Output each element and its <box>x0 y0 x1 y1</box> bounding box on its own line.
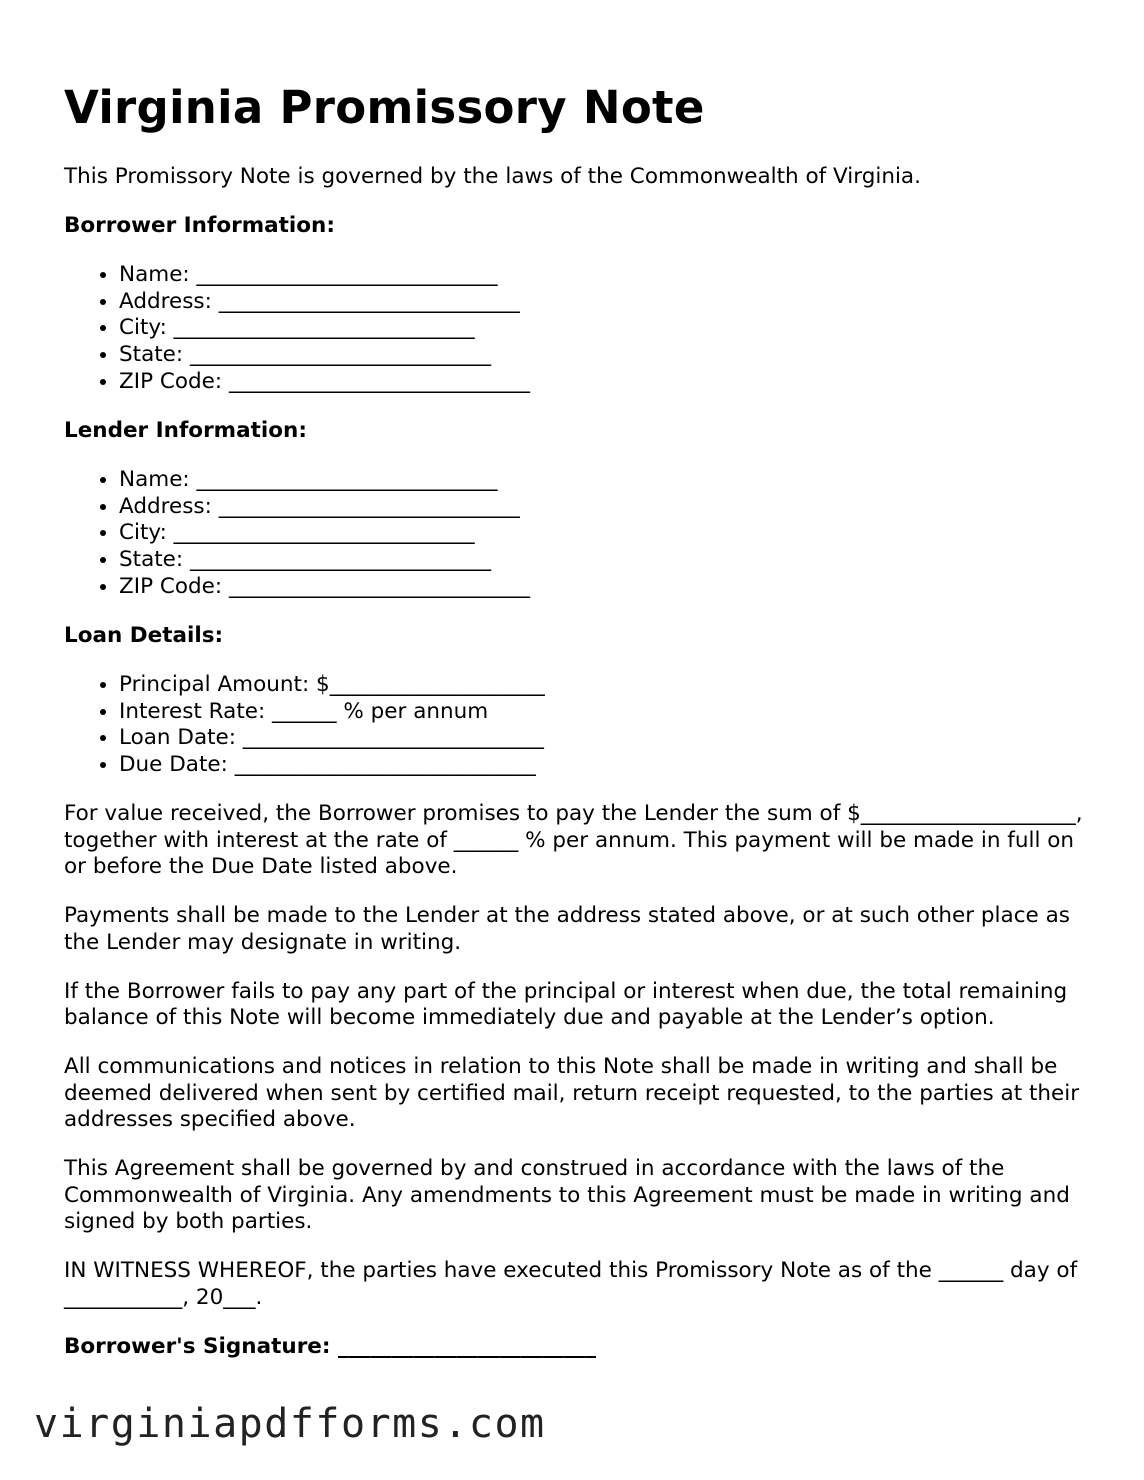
lender-address-field: • Address: ____________________________ <box>119 494 1094 521</box>
lender-state-field: • State: ____________________________ <box>119 547 1094 574</box>
borrower-city-field: • City: ____________________________ <box>119 315 1094 342</box>
loan-heading: Loan Details: <box>64 623 224 649</box>
principal-amount-field: • Principal Amount: $____________________ <box>119 672 1094 699</box>
borrower-heading: Borrower Information: <box>64 213 335 238</box>
document-page <box>64 80 1094 1360</box>
loan-fields-list <box>64 672 1094 779</box>
interest-rate-field: • Interest Rate: ______ % per annum <box>119 699 1094 726</box>
lender-heading: Lender Information: <box>64 418 307 444</box>
lender-zip-field: • ZIP Code: ____________________________ <box>119 574 1094 601</box>
lender-fields-list <box>64 467 1094 601</box>
lender-city-field: • City: ____________________________ <box>119 520 1094 547</box>
payment-terms-paragraph: For value received, the Borrower promises to pay the Lender the sum of $____________________, together with interest at the rate of ______ % per annum. This payment will be made in full on or before the Due Date listed above. <box>64 801 1083 880</box>
lender-name-field: • Name: ____________________________ <box>119 467 1094 494</box>
payment-place-paragraph: Payments shall be made to the Lender at the address stated above, or at such other place as the Lender may designate in writing. <box>64 903 1070 955</box>
intro-paragraph: This Promissory Note is governed by the laws of the Commonwealth of Virginia. <box>64 164 921 189</box>
borrower-address-field: • Address: ____________________________ <box>119 289 1094 316</box>
site-watermark: virginiapdfforms.com <box>34 1401 546 1447</box>
due-date-field: • Due Date: ____________________________ <box>119 752 1094 779</box>
default-paragraph: If the Borrower fails to pay any part of the principal or interest when due, the total remaining balance of this Note will become immediately due and payable at the Lender’s option. <box>64 978 1068 1031</box>
borrower-fields-list <box>64 262 1094 396</box>
borrower-signature-line: Borrower's Signature: ________________________ <box>64 1333 596 1359</box>
borrower-state-field: • State: ____________________________ <box>119 342 1094 369</box>
borrower-zip-field: • ZIP Code: ____________________________ <box>119 369 1094 396</box>
document-title: Virginia Promissory Note <box>64 81 705 134</box>
witness-paragraph: IN WITNESS WHEREOF, the parties have executed this Promissory Note as of the ______ day of ___________, 20___. <box>64 1258 1078 1310</box>
borrower-name-field: • Name: ____________________________ <box>119 262 1094 289</box>
loan-date-field: • Loan Date: ____________________________ <box>119 725 1094 752</box>
notices-paragraph: All communications and notices in relation to this Note shall be made in writing and shall be deemed delivered when sent by certified mail, return receipt requested, to the parties at their addresses specified above. <box>64 1054 1080 1133</box>
governing-law-paragraph: This Agreement shall be governed by and construed in accordance with the laws of the Commonwealth of Virginia. Any amendments to this Agreement must be made in writing and signed by both parties. <box>64 1156 1070 1235</box>
